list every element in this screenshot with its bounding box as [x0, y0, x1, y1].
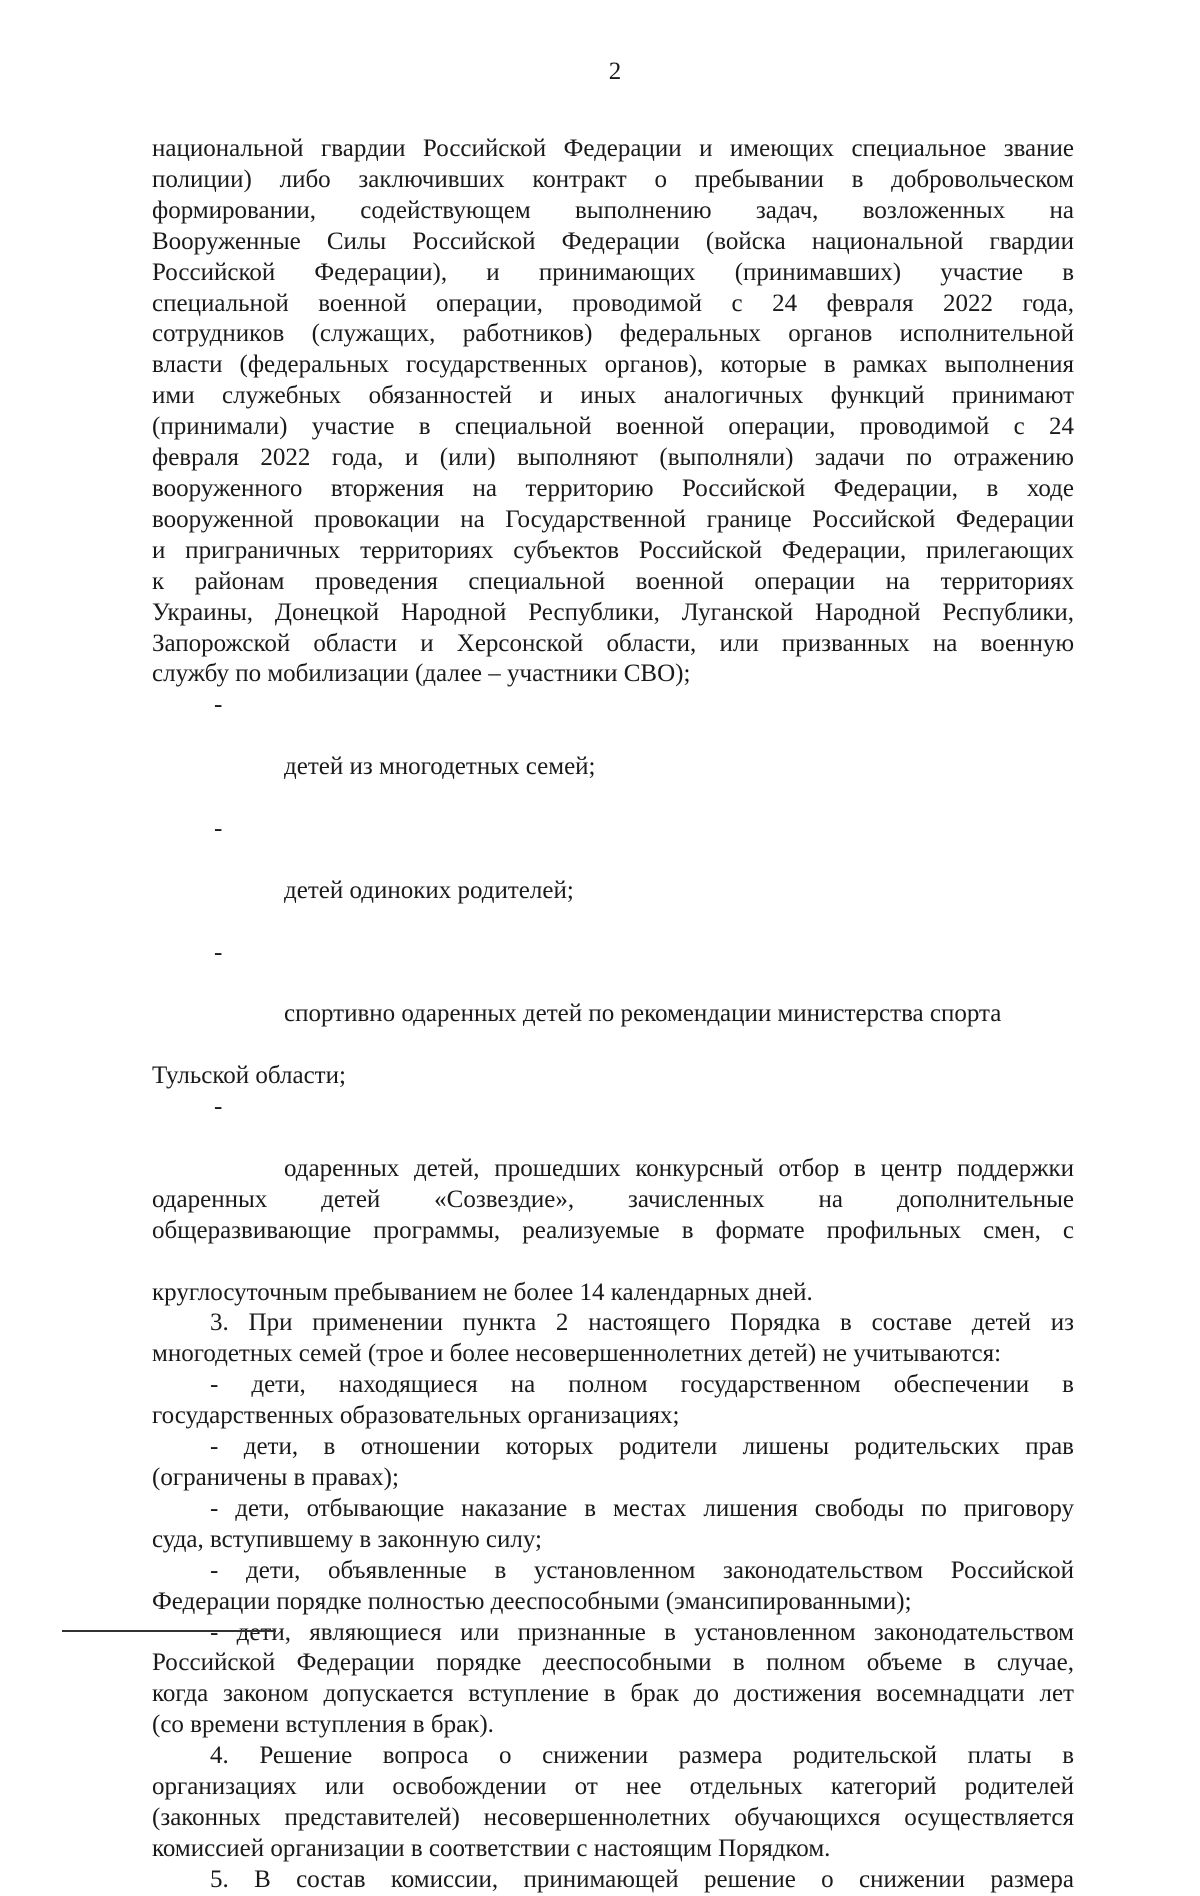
sub-item-emancipated: - дети, объявленные в установленном законодательством Российской [210, 1556, 1074, 1584]
paragraph-3: 3. При применении пункта 2 настоящего Порядка в составе детей из [210, 1309, 1074, 1337]
list-item-gifted-sozvezdie [152, 1092, 1074, 1277]
paragraph-3-end: многодетных семей (трое и более несовершеннолетних детей) не учитываются: [152, 1340, 1002, 1368]
paragraph-participants-end: службу по мобилизации (далее – участники СВО); [152, 660, 691, 688]
sub-item-married-end: (со времени вступления в брак). [152, 1711, 494, 1739]
list-dash: - [214, 814, 223, 842]
list-item-continuation: круглосуточным пребыванием не более 14 календарных дней. [152, 1278, 813, 1306]
sub-item-serving-sentence-end: суда, вступившему в законную силу; [152, 1525, 542, 1553]
list-item-continuation: Тульской области; [152, 1062, 346, 1090]
page-number: 2 [608, 58, 622, 85]
list-dash: - [214, 1093, 223, 1121]
sub-item-serving-sentence: - дети, отбывающие наказание в местах лишения свободы по приговору [210, 1494, 1074, 1522]
footnote-separator-line [62, 1630, 276, 1632]
sub-item-deprived-rights: - дети, в отношении которых родители лишены родительских прав [210, 1433, 1074, 1461]
sub-item-married: - дети, являющиеся или признанные в установленном законодательством Российской Федерации порядке дееспособными в полном объеме в случае, когда законом допускается вступление в брак до достижения восемнадцати лет [152, 1618, 1074, 1708]
list-item-text: спортивно одаренных детей по рекомендации министерства спорта [284, 1000, 1002, 1028]
list-item-text: детей одиноких родителей; [284, 876, 574, 904]
list-item-large-families [152, 690, 1074, 814]
list-dash: - [214, 938, 223, 966]
sub-item-state-support: - дети, находящиеся на полном государственном обеспечении в [210, 1371, 1074, 1399]
list-item-sport-gifted [152, 938, 1074, 1062]
paragraph-5: 5. В состав комиссии, принимающей решение о снижении размера [210, 1865, 1074, 1893]
paragraph-4: 4. Решение вопроса о снижении размера родительской платы в организациях или освобождении от нее отдельных категорий родителей (законных представителей) несовершеннолетних обучающихся осуществляется [152, 1742, 1074, 1831]
sub-item-state-support-end: государственных образовательных организациях; [152, 1402, 680, 1430]
sub-item-deprived-rights-end: (ограничены в правах); [152, 1463, 399, 1491]
document-body [152, 134, 1074, 1896]
paragraph-4-end: комиссией организации в соответствии с настоящим Порядком. [152, 1834, 831, 1862]
list-item-text: детей из многодетных семей; [284, 753, 596, 781]
sub-item-emancipated-end: Федерации порядке полностью дееспособными (эмансипированными); [152, 1587, 912, 1615]
list-dash: - [214, 691, 223, 719]
list-item-text: одаренных детей, прошедших конкурсный отбор в центр поддержки одаренных детей «Созвездие», зачисленных на дополнительные общеразвивающие программы, реализуемые в формате профильных смен, с [152, 1154, 1074, 1244]
list-item-single-parents [152, 814, 1074, 938]
paragraph-participants: национальной гвардии Российской Федерации и имеющих специальное звание полиции) либо заключивших контракт о пребывании в добровольческом формировании, содействующем выполнению задач, возложенных на Вооруженные Силы Российской Федерации (войска национальной гвардии Российской Федерации), и принимающих (принимавших) участие в специальной военной операции, проводимой с 24 февраля 2022 года, сотрудников (служащих, работников) федеральных органов исполнительной власти (федеральных государственных органов), которые в рамках выполнения ими служебных обязанностей и иных аналогичных функций принимают (принимали) участие в специальной военной операции, проводимой с 24 февраля 2022 года, и (или) выполняют (выполняли) задачи по отражению вооруженного вторжения на территорию Российской Федерации, в ходе вооруженной провокации на Государственной границе Российской Федерации и приграничных территориях субъектов Российской Федерации, прилегающих к районам проведения специальной военной операции на территориях Украины, Донецкой Народной Республики, Луганской Народной Республики, Запорожской области и Херсонской области, или призванных на военную [152, 135, 1074, 657]
